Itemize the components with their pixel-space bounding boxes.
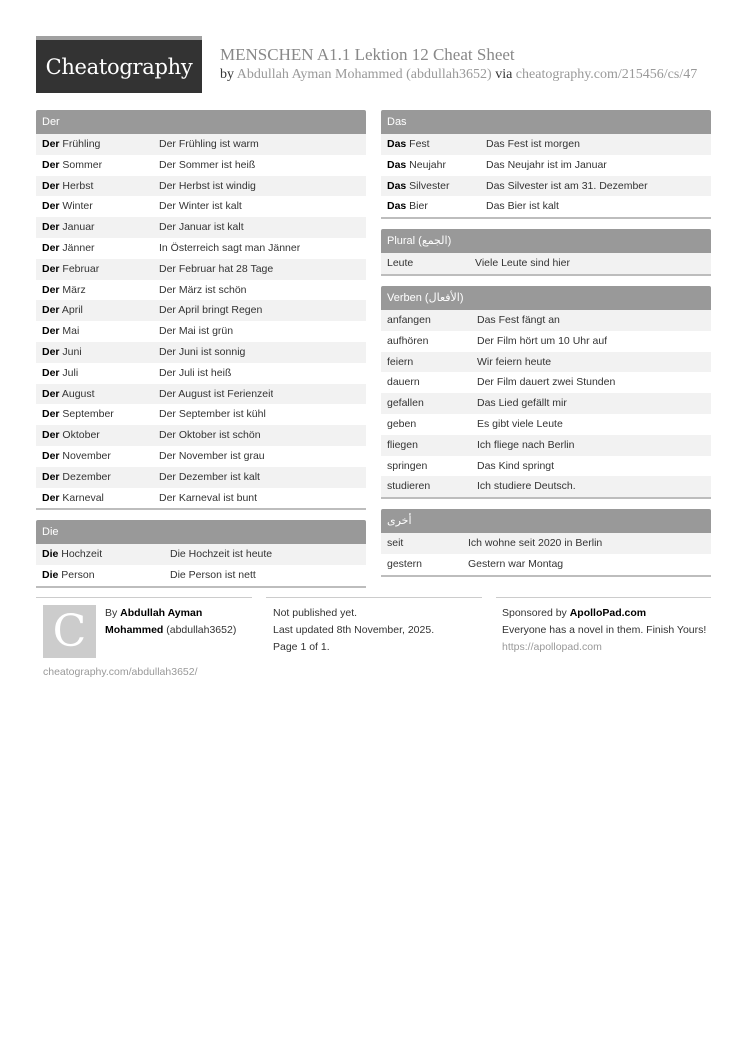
term-cell: [36, 384, 159, 405]
term: Juni: [59, 345, 82, 358]
table-row: [381, 372, 711, 393]
section-body: [36, 544, 366, 588]
avatar-letter: C: [52, 606, 87, 657]
example-sentence: Der Karneval ist bunt: [159, 491, 258, 504]
term: Person: [58, 568, 95, 581]
article: Der: [42, 158, 60, 171]
article: Der: [42, 449, 60, 462]
example-sentence: Der Film hört um 10 Uhr auf: [477, 334, 608, 347]
term: seit: [387, 537, 404, 549]
article: Der: [42, 429, 60, 442]
table-row: [36, 425, 366, 446]
term-cell: [36, 321, 159, 342]
article: Der: [42, 345, 60, 358]
term: studieren: [387, 480, 431, 493]
term: Winter: [59, 200, 93, 213]
term-cell: [381, 476, 477, 497]
table-row: [36, 467, 366, 488]
footer-divider: [266, 597, 482, 598]
example-sentence: Ich wohne seit 2020 in Berlin: [468, 537, 603, 549]
term: dauern: [387, 376, 420, 389]
table-row: [36, 488, 366, 509]
example-sentence: Die Person ist nett: [170, 568, 256, 581]
example-sentence: Der April bringt Regen: [159, 304, 263, 317]
example-sentence: Gestern war Montag: [468, 557, 564, 570]
table-row: [381, 253, 711, 274]
article: Der: [42, 262, 60, 275]
section-die: [36, 520, 366, 588]
table-row: [381, 435, 711, 456]
example-sentence: Ich fliege nach Berlin: [477, 438, 575, 451]
term: Leute: [387, 257, 414, 269]
term: September: [59, 408, 114, 421]
term: anfangen: [387, 314, 431, 326]
term-cell: [36, 238, 159, 259]
term: August: [59, 387, 95, 400]
table-row: [381, 533, 711, 554]
via-text: via: [491, 67, 516, 82]
term-cell: [36, 342, 159, 363]
table-row: [36, 363, 366, 384]
article: Der: [42, 283, 60, 296]
table-row: [36, 155, 366, 176]
example-sentence: Der Film dauert zwei Stunden: [477, 376, 616, 389]
example-sentence: Der März ist schön: [159, 283, 247, 296]
example-sentence: Das Silvester ist am 31. Dezember: [486, 179, 648, 192]
term: Silvester: [406, 179, 450, 192]
example-sentence: Der Dezember ist kalt: [159, 470, 260, 483]
term: April: [59, 304, 83, 317]
table-row: [381, 196, 711, 217]
term: Juli: [59, 366, 79, 379]
table-row: [381, 134, 711, 155]
section-verben: [381, 286, 711, 499]
example-sentence: Der Frühling ist warm: [159, 138, 259, 150]
term: Bier: [406, 200, 428, 213]
term-cell: [36, 565, 170, 586]
term-cell: [381, 155, 486, 176]
term: Dezember: [59, 470, 111, 483]
author-link[interactable]: Abdullah Ayman Mohammed (abdullah3652): [236, 67, 492, 82]
term-cell: [36, 467, 159, 488]
footer-author-name-2[interactable]: Mohammed: [105, 624, 164, 636]
sponsor-prefix: Sponsored by: [502, 607, 570, 619]
term-cell: [36, 134, 159, 155]
term-cell: [36, 363, 159, 384]
article: Der: [42, 241, 60, 254]
example-sentence: In Österreich sagt man Jänner: [159, 241, 301, 254]
table-row: [381, 414, 711, 435]
article: Der: [42, 470, 60, 483]
example-sentence: Das Fest fängt an: [477, 314, 560, 326]
footer-status: Not published yet.: [273, 607, 358, 619]
article: Das: [387, 179, 407, 192]
section-body: [381, 310, 711, 499]
term: Jänner: [59, 241, 95, 254]
table-row: [36, 342, 366, 363]
term: Mai: [59, 325, 80, 338]
article: Das: [387, 158, 407, 171]
table-row: [36, 134, 366, 155]
term: Frühling: [59, 138, 101, 150]
example-sentence: Es gibt viele Leute: [477, 417, 563, 430]
example-sentence: Der Sommer ist heiß: [159, 158, 256, 171]
term-cell: [36, 544, 170, 565]
section-header: Der: [36, 110, 366, 134]
term-cell: [36, 196, 159, 217]
footer-sponsor: [502, 605, 707, 656]
example-sentence: Das Fest ist morgen: [486, 138, 580, 150]
term: November: [59, 449, 111, 462]
term-cell: [381, 393, 477, 414]
term-cell: [381, 533, 468, 554]
article: Der: [42, 179, 60, 192]
example-sentence: Der Januar ist kalt: [159, 221, 244, 234]
example-sentence: Viele Leute sind hier: [475, 257, 570, 269]
term-cell: [381, 310, 477, 331]
example-sentence: Der August ist Ferienzeit: [159, 387, 274, 400]
example-sentence: Wir feiern heute: [477, 355, 552, 368]
footer-author-handle: (abdullah3652): [163, 624, 237, 636]
example-sentence: Der Winter ist kalt: [159, 200, 242, 213]
term-cell: [36, 259, 159, 280]
article: Der: [42, 491, 60, 504]
table-row: [36, 544, 366, 565]
section-header: Die: [36, 520, 366, 544]
term-cell: [381, 554, 468, 575]
example-sentence: Das Lied gefällt mir: [477, 397, 567, 410]
table-row: [381, 554, 711, 575]
example-sentence: Die Hochzeit ist heute: [170, 548, 273, 560]
term: Hochzeit: [58, 548, 103, 560]
term: Januar: [59, 221, 95, 234]
example-sentence: Der Oktober ist schön: [159, 429, 261, 442]
table-row: [36, 238, 366, 259]
footer-author-name-1[interactable]: Abdullah Ayman: [120, 607, 203, 619]
cheatography-logo[interactable]: [36, 36, 202, 93]
article: Der: [42, 138, 60, 150]
table-row: [36, 196, 366, 217]
table-row: [381, 331, 711, 352]
article: Die: [42, 568, 59, 581]
table-row: [36, 176, 366, 197]
sponsor-url-link[interactable]: https://apollopad.com: [502, 641, 602, 653]
term-cell: [381, 372, 477, 393]
term-cell: [36, 488, 159, 509]
section-header: Plural (الجمع): [381, 229, 711, 253]
example-sentence: Der Mai ist grün: [159, 325, 234, 338]
footer-meta: [273, 605, 483, 656]
section-plural: [381, 229, 711, 276]
term-cell: [36, 446, 159, 467]
article: Der: [42, 408, 60, 421]
article: Der: [42, 366, 60, 379]
term: März: [59, 283, 86, 296]
section-other: [381, 509, 711, 577]
table-row: [381, 155, 711, 176]
term-cell: [36, 280, 159, 301]
footer-divider: [36, 597, 252, 598]
term: Karneval: [59, 491, 104, 504]
term: aufhören: [387, 334, 429, 347]
table-row: [36, 321, 366, 342]
article: Der: [42, 221, 60, 234]
term: Sommer: [59, 158, 103, 171]
term-cell: [36, 217, 159, 238]
term-cell: [381, 176, 486, 197]
term-cell: [381, 456, 477, 477]
term-cell: [36, 404, 159, 425]
section-body: [36, 134, 366, 510]
term: Februar: [59, 262, 100, 275]
section-das: [381, 110, 711, 219]
table-row: [36, 280, 366, 301]
by-prefix: by: [220, 67, 237, 82]
article: Das: [387, 200, 407, 213]
example-sentence: Der September ist kühl: [159, 408, 266, 421]
example-sentence: Das Kind springt: [477, 459, 555, 472]
logo-text: Cheatography: [45, 54, 193, 79]
title-block: [220, 45, 714, 85]
term-cell: [36, 425, 159, 446]
article: Der: [42, 325, 60, 338]
table-row: [381, 476, 711, 497]
table-row: [36, 384, 366, 405]
table-row: [36, 404, 366, 425]
avatar[interactable]: [43, 605, 96, 658]
table-row: [36, 259, 366, 280]
term-cell: [381, 414, 477, 435]
example-sentence: Der Juli ist heiß: [159, 366, 232, 379]
example-sentence: Ich studiere Deutsch.: [477, 480, 576, 493]
term-cell: [381, 435, 477, 456]
footer-profile-link[interactable]: cheatography.com/abdullah3652/: [43, 666, 198, 678]
title-byline: [220, 65, 714, 85]
table-row: [36, 300, 366, 321]
page-title: MENSCHEN A1.1 Lektion 12 Cheat Sheet: [220, 45, 515, 64]
article: Die: [42, 548, 59, 560]
sponsor-link[interactable]: ApolloPad.com: [569, 607, 647, 619]
term: fliegen: [387, 438, 418, 451]
term-cell: [36, 300, 159, 321]
table-row: [36, 446, 366, 467]
example-sentence: Der November ist grau: [159, 449, 265, 462]
term: springen: [387, 459, 428, 472]
sheet-url-link[interactable]: cheatography.com/215456/cs/47: [515, 67, 698, 82]
article: Der: [42, 387, 60, 400]
term-cell: [36, 155, 159, 176]
footer-page: Page 1 of 1.: [273, 641, 330, 653]
footer-by: By: [105, 607, 121, 619]
section-header: أخرى: [381, 509, 711, 533]
table-row: [381, 393, 711, 414]
term: Herbst: [59, 179, 94, 192]
term: feiern: [387, 355, 414, 368]
term: geben: [387, 417, 417, 430]
term: Neujahr: [406, 158, 446, 171]
example-sentence: Das Neujahr ist im Januar: [486, 158, 607, 171]
term-cell: [381, 331, 477, 352]
section-body: [381, 134, 711, 219]
table-row: [381, 176, 711, 197]
footer-divider: [496, 597, 711, 598]
section-header: Das: [381, 110, 711, 134]
term: gestern: [387, 557, 423, 570]
article: Der: [42, 200, 60, 213]
footer-author: [105, 605, 255, 639]
table-row: [381, 352, 711, 373]
example-sentence: Der Februar hat 28 Tage: [159, 262, 274, 275]
section-der: [36, 110, 366, 510]
table-row: [381, 310, 711, 331]
example-sentence: Das Bier ist kalt: [486, 200, 559, 213]
table-row: [36, 565, 366, 586]
example-sentence: Der Juni ist sonnig: [159, 345, 246, 358]
term-cell: [36, 176, 159, 197]
section-body: [381, 253, 711, 276]
term: Fest: [406, 138, 430, 150]
sponsor-text: Everyone has a novel in them. Finish Yours!: [502, 624, 707, 636]
section-header: Verben (الأفعال): [381, 286, 711, 310]
example-sentence: Der Herbst ist windig: [159, 179, 256, 192]
table-row: [381, 456, 711, 477]
term-cell: [381, 134, 486, 155]
term: gefallen: [387, 397, 424, 410]
term: Oktober: [59, 429, 100, 442]
term-cell: [381, 196, 486, 217]
table-row: [36, 217, 366, 238]
term-cell: [381, 352, 477, 373]
section-body: [381, 533, 711, 577]
footer-updated: Last updated 8th November, 2025.: [273, 624, 435, 636]
article: Der: [42, 304, 60, 317]
article: Das: [387, 138, 407, 150]
term-cell: [381, 253, 475, 274]
